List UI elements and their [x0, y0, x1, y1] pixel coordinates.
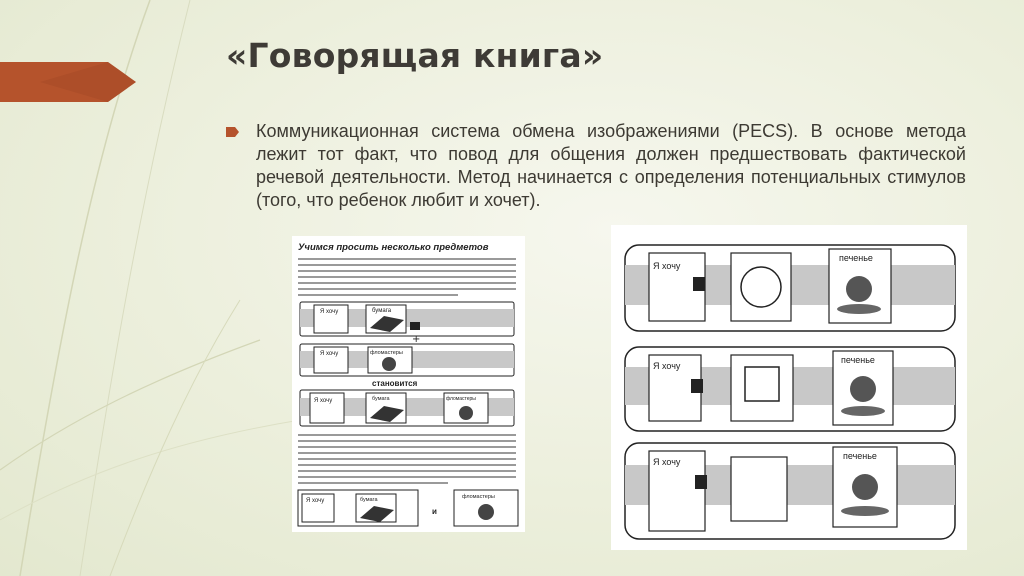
- bullet-item: [226, 120, 966, 212]
- card-markers-1: фломастеры: [370, 350, 403, 356]
- book-heading: Учимся просить несколько предметов: [298, 242, 489, 253]
- strip3-want-label: Я хочу: [653, 457, 681, 467]
- svg-text:+: +: [412, 334, 421, 345]
- card-paper-2: бумага: [372, 396, 390, 402]
- card-markers-3: фломастеры: [462, 494, 495, 500]
- card-want-3: Я хочу: [314, 398, 333, 404]
- card-markers-2: фломастеры: [446, 396, 476, 402]
- strip1-want-label: Я хочу: [653, 261, 681, 271]
- bullet-text: Коммуникационная система обмена изображениями (PECS). В основе метода лежит тот факт, что повод для общения должен предшествовать фактической речевой деятельности. Метод начинается с определения потенциальных стимулов (того, что ребенок любит и хочет).: [256, 121, 966, 210]
- pecs-sentence-strips-image: [611, 225, 967, 550]
- becomes-label: становится: [372, 379, 418, 388]
- strip3-item-label: печенье: [843, 451, 877, 461]
- and-label: и: [432, 507, 437, 516]
- strip2-item-label: печенье: [841, 355, 875, 365]
- talking-book-page-image: [292, 236, 525, 532]
- card-want-4: Я хочу: [306, 498, 325, 504]
- card-paper-3: бумага: [360, 497, 378, 503]
- slide-title: «Говорящая книга»: [226, 36, 604, 75]
- card-paper-1: бумага: [372, 308, 392, 314]
- card-want-1: Я хочу: [320, 309, 339, 315]
- arrow-bullet-icon: [226, 126, 240, 138]
- card-want-2: Я хочу: [320, 351, 339, 357]
- strip2-want-label: Я хочу: [653, 361, 681, 371]
- strip1-item-label: печенье: [839, 253, 873, 263]
